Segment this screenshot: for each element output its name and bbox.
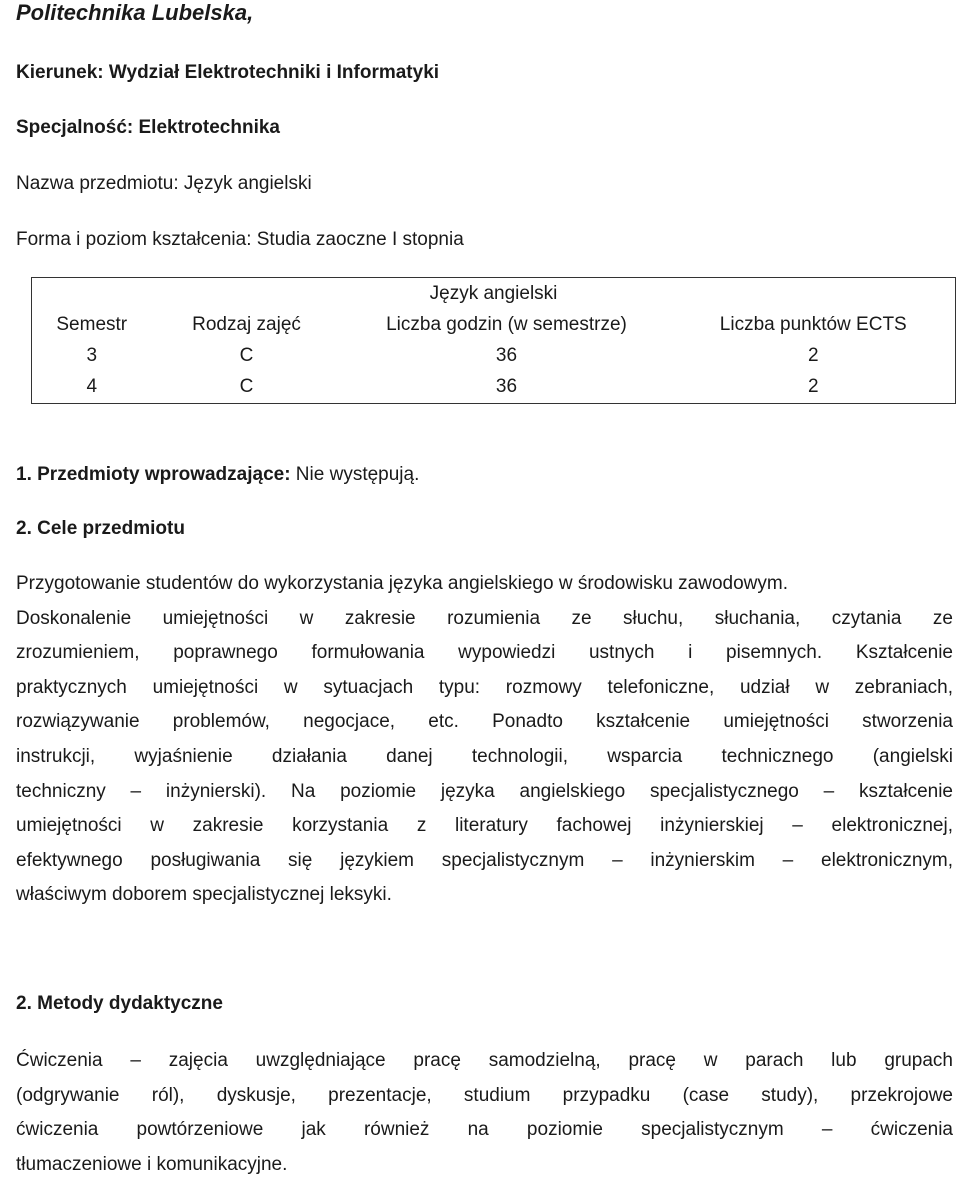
section-value: Nie występują.	[290, 464, 420, 485]
paragraph-line: zrozumieniem, poprawnego formułowania wypowiedzi ustnych i pisemnych. Kształcenie	[16, 642, 953, 664]
section-label: 1. Przedmioty wprowadzające:	[16, 464, 291, 485]
paragraph-line: Doskonalenie umiejętności w zakresie rozumienia ze słuchu, słuchania, czytania ze	[16, 607, 953, 629]
section-cele-heading: 2. Cele przedmiotu	[16, 518, 185, 539]
paragraph-line: ćwiczenia powtórzeniowe jak również na poziomie specjalistycznym – ćwiczenia	[16, 1119, 953, 1141]
table-cell: C	[239, 345, 254, 367]
specjalnosc-line: Specjalność: Elektrotechnika	[16, 117, 280, 138]
header-cell: Rodzaj zajęć	[192, 313, 301, 335]
table-cell: 36	[495, 345, 518, 367]
forma-ksztalcenia-line: Forma i poziom kształcenia: Studia zaoczne I stopnia	[16, 229, 464, 250]
section-przedmioty-wprowadzajace	[16, 464, 419, 486]
table-cell: 36	[495, 376, 518, 398]
paragraph-line: techniczny – inżynierski). Na poziomie języka angielskiego specjalistycznego – kształcenie	[16, 780, 953, 802]
table-cell: 2	[807, 345, 819, 367]
paragraph-line: efektywnego posługiwania się językiem specjalistycznym – inżynierskim – elektronicznym,	[16, 849, 953, 871]
table-caption: Język angielski	[429, 282, 558, 304]
paragraph-line: umiejętności w zakresie korzystania z literatury fachowej inżynierskiej – elektronicznej,	[16, 815, 953, 837]
header-cell: Semestr	[56, 313, 128, 335]
table-row	[32, 372, 956, 404]
paragraph-line: Ćwiczenia – zajęcia uwzględniające pracę samodzielną, pracę w parach lub grupach	[16, 1050, 953, 1071]
section-metody-heading: 2. Metody dydaktyczne	[16, 993, 223, 1014]
table-caption-row	[32, 278, 956, 310]
nazwa-przedmiotu-line: Nazwa przedmiotu: Język angielski	[16, 173, 312, 194]
table-cell: 2	[807, 376, 819, 398]
kierunek-line: Kierunek: Wydział Elektrotechniki i Informatyki	[16, 62, 440, 83]
paragraph-line: (odgrywanie ról), dyskusje, prezentacje, studium przypadku (case study), przekrojowe	[16, 1084, 953, 1106]
university-title: Politechnika Lubelska,	[16, 0, 254, 25]
table-cell: 4	[86, 376, 98, 398]
paragraph-line: tłumaczeniowe i komunikacyjne.	[16, 1153, 288, 1175]
table-cell: 3	[86, 345, 98, 367]
paragraph-line: właściwym doborem specjalistycznej leksyki.	[16, 884, 392, 906]
paragraph-line: Przygotowanie studentów do wykorzystania języka angielskiego w środowisku zawodowym.	[16, 573, 788, 594]
table-row	[32, 340, 956, 371]
metody-paragraph	[16, 1044, 953, 1182]
table-cell: C	[239, 376, 254, 398]
paragraph-line: rozwiązywanie problemów, negocjace, etc. Ponadto kształcenie umiejętności stworzenia	[16, 711, 953, 733]
paragraph-line: instrukcji, wyjaśnienie działania danej technologii, wsparcia technicznego (angielski	[16, 745, 953, 767]
table-header-row	[32, 309, 956, 340]
header-cell: Liczba godzin (w semestrze)	[386, 313, 627, 335]
course-table	[31, 277, 956, 404]
paragraph-line: praktycznych umiejętności w sytuacjach typu: rozmowy telefoniczne, udział w zebraniach,	[16, 676, 953, 698]
cele-paragraph	[16, 567, 953, 913]
header-cell: Liczba punktów ECTS	[719, 313, 907, 335]
